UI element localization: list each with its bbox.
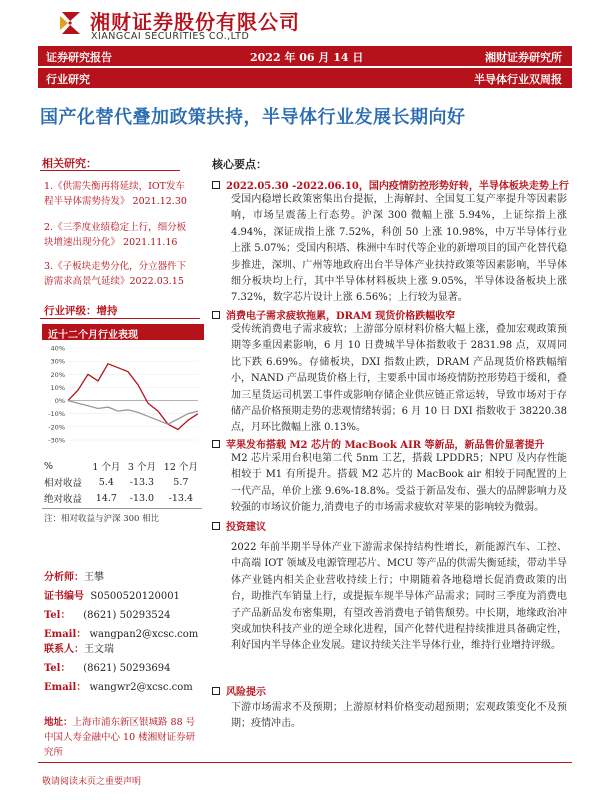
y-tick-label: -20% [48, 423, 65, 432]
email-label: Email： [44, 682, 87, 693]
y-tick-label: 0% [54, 397, 65, 406]
section-body: M2 芯片采用台积电第二代 5nm 工艺，搭载 LPDDR5；NPU 及内存性能相较于 M1 有所提升。搭载 M2 芯片的 MacBook air 相较于同配置的上一代产品，单价上涨 9.6%-18.8%。受益于新品发布、强大的品牌影响力及较强的市场议价能力,消费电子的市场需求疲软对苹果的影响较为微弱。 [231, 453, 567, 514]
email-label: Email： [44, 629, 87, 640]
section-body: 受国内稳增长政策密集出台提振，上海解封、全国复工复产率提升等因素影响，市场呈震荡上行态势。沪深 300 微幅上涨 5.94%，上证综指上涨 4.94%，深证成指上涨 7.52%，科创 50 上涨 10.98%，中万半导体行业上涨 5.07%；受国内积塔、株洲中车时代等企业的新增项目的国产化替代稳步推进，深圳、广州等地政府出台半导体产业扶持政策等因素影响，半导体细分板块均上行，其中半导体材料板块上涨 9.05%，半导体设备板块上涨 7.32%，数字芯片设计上涨 6.56%；上行较为显著。 [231, 194, 567, 304]
table-header: 3 个月 [127, 462, 156, 473]
company-logo-icon [58, 10, 84, 36]
checkbox-icon [212, 687, 220, 695]
y-tick-label: -30% [48, 436, 65, 445]
cert-label: 证书编号 [44, 591, 84, 602]
y-tick-label: 20% [50, 370, 65, 379]
performance-table [42, 458, 202, 506]
tel-label: Tel： [44, 663, 71, 674]
section-body: 下游市场需求不及预期；上游原材料价格变动超预期；宏观政策变化不及预期；疫情冲击。 [231, 702, 567, 730]
analyst-name: 王攀 [84, 572, 104, 583]
divider [40, 170, 180, 171]
y-tick-label: 30% [50, 357, 65, 366]
checkbox-icon [212, 522, 220, 530]
brand-name-cn: 湘财证券股份有限公司 [90, 10, 300, 34]
brand-name-en: XIANGCAI SECURITIES CO.,LTD [91, 31, 250, 42]
table-cell: 5.7 [173, 476, 189, 488]
contact-name: 王文瑞 [84, 644, 114, 655]
related-research-heading: 相关研究： [42, 157, 97, 170]
contact-role: 联系人： [44, 644, 84, 655]
report-series: 半导体行业双周报 [474, 73, 562, 86]
tel-number: (8621) 50293694 [83, 663, 171, 674]
series-line-0 [68, 364, 198, 430]
performance-chart [42, 342, 204, 447]
table-row [42, 474, 202, 490]
performance-bar [42, 324, 204, 340]
series-line-1 [68, 401, 198, 425]
address-label: 地址： [44, 717, 73, 728]
checkbox-icon [212, 440, 220, 448]
analyst-block [44, 568, 198, 644]
research-category: 行业研究 [46, 73, 90, 86]
table-cell: -13.3 [129, 476, 155, 488]
analyst-role: 分析师： [44, 572, 84, 583]
y-tick-label: 10% [50, 383, 65, 392]
divider [42, 508, 202, 509]
address [44, 715, 204, 760]
table-header-row [42, 458, 202, 474]
header-bar-top [38, 46, 572, 66]
footer-disclaimer: 敬请阅读末页之重要声明 [42, 777, 142, 787]
performance-label: 近十二个月行业表现 [48, 330, 138, 341]
cert-number: S0500520120001 [90, 591, 180, 602]
report-date: 2022 年 06 月 14 日 [250, 51, 364, 64]
divider [40, 318, 200, 319]
address-text: 上海市浦东新区银城路 88 号中国人寿金融中心 10 楼湘财证券研究所 [44, 717, 196, 758]
checkbox-icon [212, 181, 220, 189]
section-heading: 2022.05.30 -2022.06.10，国内疫情防控形势好转，半导体板块走势上行 [212, 177, 569, 192]
table-header: 1 个月 [92, 462, 121, 473]
table-cell: 5.4 [98, 476, 114, 488]
table-header: % [44, 460, 54, 472]
section-heading: 风险提示 [212, 683, 266, 698]
table-row [42, 490, 202, 506]
section-body: 2022 年前半期半导体产业下游需求保持结构性增长，新能源汽车、工控、中高端 IOT 领域及电源管理芯片、MCU 等产品的供需失衡延续，带动半导体产业链内相关企业营收持续上行；中期随着各地稳增长促消费政策的出台，助推汽车销量上行，或提振车规半导体产品需求；同时三季度为消费电子产品新品发布密集期，有望改善消费电子销售颓势。中长期，地缘政治冲突或加快科技产业的逆全球化进程，国产化替代进程持续推进具备确定性，利好国内半导体企业发展。建议持续关注半导体行业，维持行业增持评级。 [231, 542, 567, 652]
email-link[interactable]: wangpan2@xcsc.com [89, 629, 199, 640]
table-cell: -13.0 [129, 492, 155, 504]
section-heading: 消费电子需求疲软拖累，DRAM 现货价格跌幅收窄 [212, 307, 455, 322]
related-item[interactable]: 3.《子板块走势分化，分立器件下游需求高景气延续》2022.03.15 [44, 261, 187, 287]
table-cell: 14.7 [95, 492, 117, 504]
report-type: 证券研究报告 [46, 51, 112, 64]
tel-label: Tel： [44, 610, 71, 621]
header-bar-bottom [38, 68, 572, 88]
table-cell: -13.4 [168, 492, 194, 504]
institute-name: 湘财证券研究所 [485, 51, 562, 64]
contact-block [44, 640, 193, 697]
table-note: 注：相对收益与沪深 300 相比 [44, 514, 160, 524]
table-cell: 绝对收益 [44, 494, 83, 505]
related-item[interactable]: 1.《供需失衡再将延续，IOT发车程半导体需势待发》 2021.12.30 [44, 181, 187, 207]
tel-number: (8621) 50293524 [83, 610, 171, 621]
page-title: 国产化替代叠加政策扶持，半导体行业发展长期向好 [40, 107, 466, 128]
y-tick-label: 40% [50, 344, 65, 353]
email-link[interactable]: wangwr2@xcsc.com [89, 682, 193, 693]
checkbox-icon [212, 311, 220, 319]
industry-rating: 行业评级：增持 [44, 305, 118, 317]
section-heading: 苹果发布搭载 M2 芯片的 MacBook AIR 等新品，新品售价显著提升 [212, 436, 545, 451]
table-header: 12 个月 [163, 462, 198, 473]
footer-divider [38, 762, 572, 763]
section-body: 受传统消费电子需求疲软；上游部分原材料价格大幅上涨，叠加宏观政策预期等多重因素影响，6 月 10 日费城半导体指数收于 2831.98 点，双周同比下跌 6.69%。存储板块，DXI 指数止跌，DRAM 产品现货价格跌幅缩小，NAND 产品现货价格上行，主要系中国市场疫情防控形势趋于缓和，叠加三星货运司机罢工事件或影响存储企业供应链正常运转，导致市场对于存储产品价格预期走势的悲观情绪转弱；6 月 10 日 DXI 指数收于 38220.38 点，月环比微幅上涨 0.13%。 [231, 324, 567, 434]
y-tick-label: -10% [48, 410, 65, 419]
related-item[interactable]: 2.《三季度业绩稳定上行，细分板块增速出现分化》 2021.11.16 [44, 222, 187, 248]
core-points-heading: 核心要点： [212, 158, 267, 171]
table-cell: 相对收益 [44, 478, 83, 489]
section-heading: 投资建议 [212, 518, 266, 533]
